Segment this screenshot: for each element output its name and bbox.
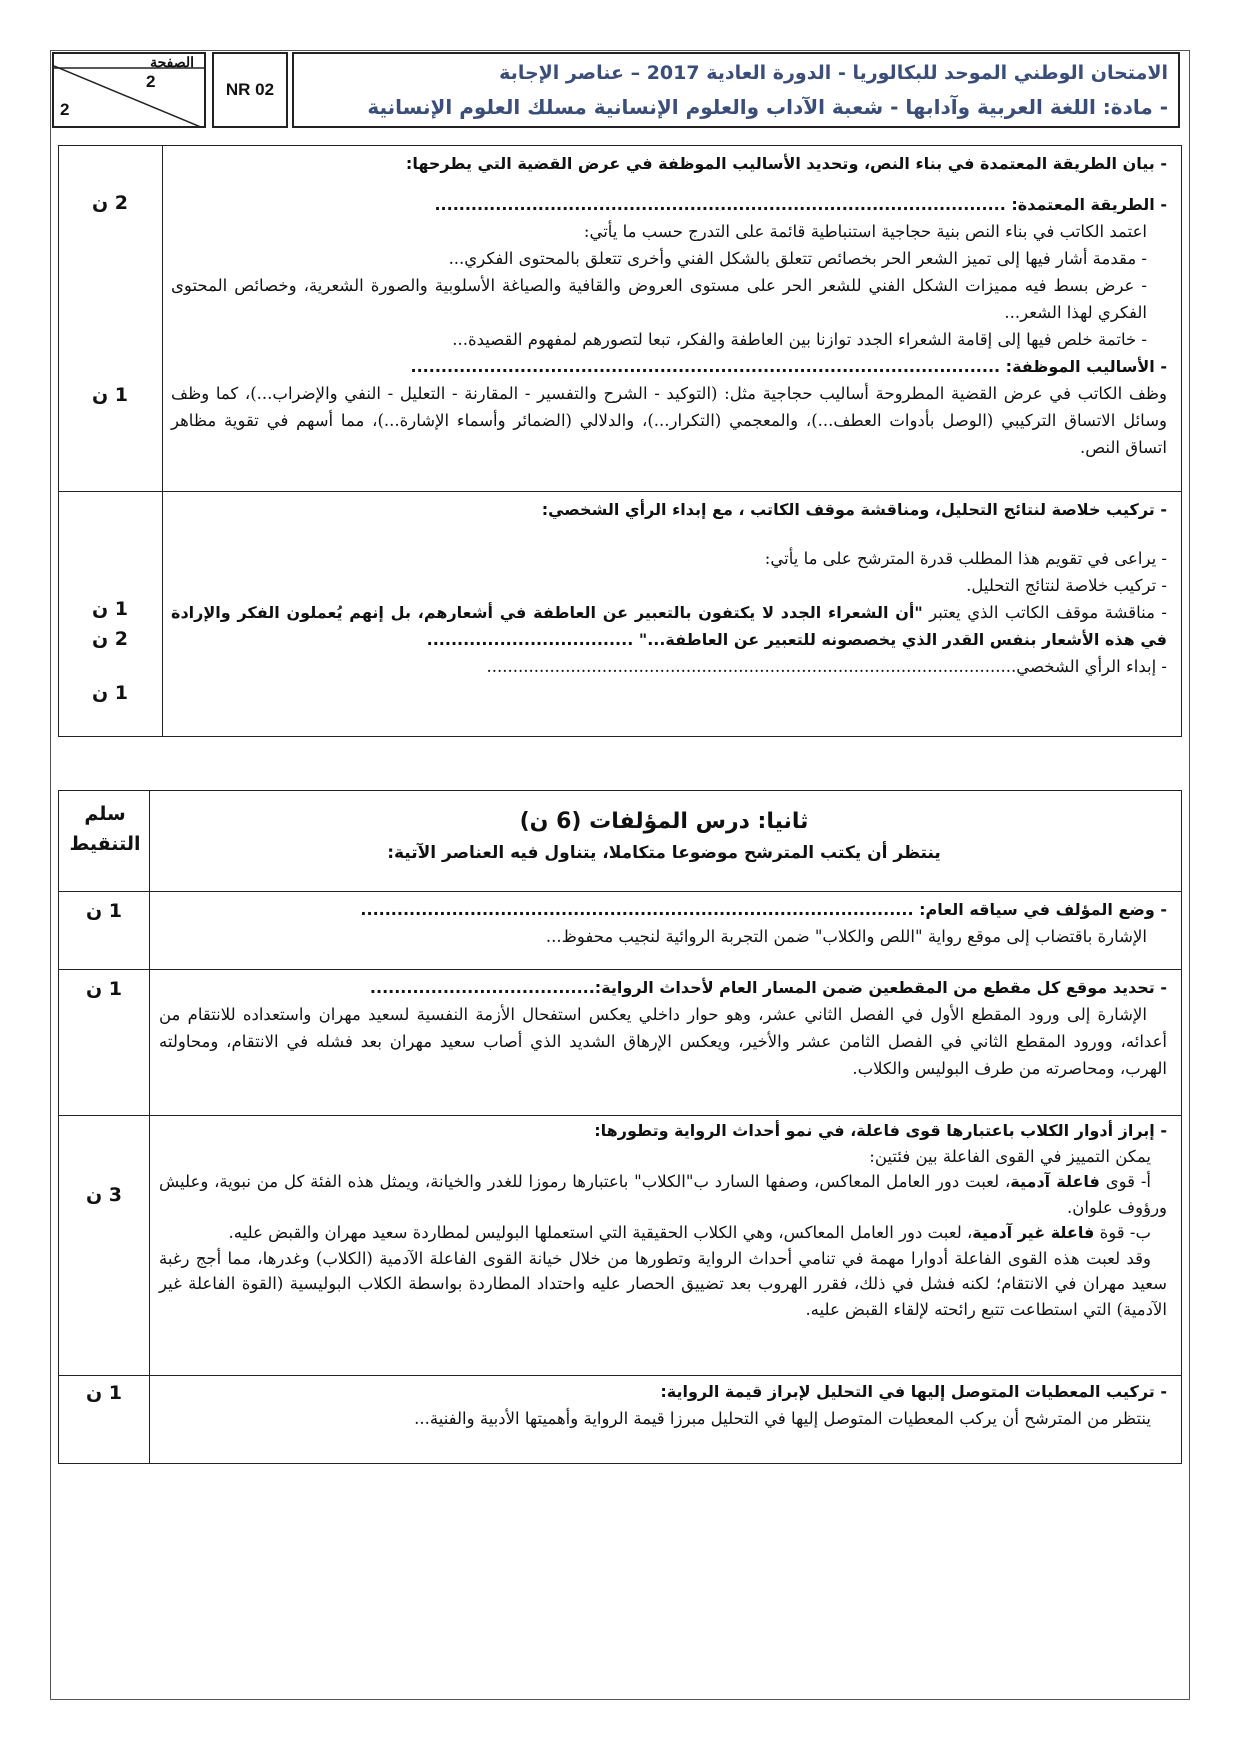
list-item: - مقدمة أشار فيها إلى تميز الشعر الحر بخصائص تتعلق بالشكل الفني وأخرى تتعلق بالمحتوى الفكري... — [448, 249, 1147, 268]
score: 1 ن — [85, 900, 123, 922]
part2-table — [58, 790, 1182, 1464]
list-item: - إبداء الرأي الشخصي..................................................................................................... — [486, 657, 1167, 676]
paragraph: الإشارة باقتضاب إلى موقع رواية "اللص والكلاب" ضمن التجربة الروائية لنجيب محفوظ... — [545, 927, 1147, 946]
paragraph: - يراعى في تقويم هذا المطلب قدرة المترشح على ما يأتي: — [764, 549, 1167, 568]
score: 1 ن — [91, 598, 129, 620]
part2-row-roles — [59, 1115, 1181, 1376]
paragraph: وقد لعبت هذه القوى الفاعلة أدوارا مهمة في تنامي أحداث الرواية وتطورها من خلال خيانة القوى الفاعلة الآدمية (الكلاب) وغدرها، مما أجج رغبة سعيد مهران في الانتقام؛ لكنه فشل في ذلك، فقرر الهروب بعد تضييق الحصار عليه واحتداد المطاردة بواسطة الكلاب البوليسية (القوة الفاعلة غير الآدمية) التي استطاعت تتبع رائحته لإلقاء القبض عليه. — [159, 1248, 1167, 1319]
list-item — [159, 1220, 1167, 1246]
page-total: 2 — [60, 100, 70, 119]
section-heading: - تركيب المعطيات المتوصل إليها في التحليل لإبراز قيمة الرواية: — [660, 1382, 1167, 1401]
part2-row3-content — [159, 1118, 1167, 1322]
part2-subtitle: ينتظر أن يكتب المترشح موضوعا متكاملا، يتناول فيه العناصر الآتية: — [387, 843, 941, 863]
part2-row4-content — [159, 1378, 1167, 1432]
part2-title-row — [59, 791, 1181, 891]
paragraph: اعتمد الكاتب في بناء النص بنية حجاجية استنباطية قائمة على التدرج حسب ما يأتي: — [583, 222, 1147, 241]
page-current: 2 — [146, 72, 156, 91]
keyword: فاعلة غير آدمية — [972, 1223, 1095, 1242]
score: 2 ن — [91, 628, 129, 650]
section-heading: - تحديد موقع كل مقطع من المقطعين ضمن المسار العام لأحداث الرواية:..................................... — [369, 978, 1167, 997]
list-item-prefix: - مناقشة موقف الكاتب الذي يعتبر — [922, 603, 1167, 622]
part2-row-value — [59, 1375, 1181, 1464]
scale-label: سلم التنقيط — [69, 803, 141, 855]
part2-row-position — [59, 969, 1181, 1116]
page-header — [52, 52, 1188, 128]
header-title-box — [292, 52, 1180, 128]
part2-row2-content — [159, 974, 1167, 1082]
exam-code: NR 02 — [212, 52, 288, 128]
list-prefix: أ- قوى — [1099, 1172, 1152, 1191]
section-heading: - بيان الطريقة المعتمدة في بناء النص، وتحديد الأساليب الموظفة في عرض القضية التي يطرحها: — [405, 154, 1167, 173]
part1-row-method — [59, 146, 1181, 491]
page-label: الصفحة — [150, 54, 194, 70]
part2-title: ثانيا: درس المؤلفات (6 ن) — [519, 809, 809, 834]
part2-row1-content — [159, 896, 1167, 950]
section-heading: - تركيب خلاصة لنتائج التحليل، ومناقشة موقف الكاتب ، مع إبداء الرأي الشخصي: — [541, 500, 1167, 519]
score: 1 ن — [91, 384, 129, 406]
part1-row-synthesis — [59, 491, 1181, 737]
keyword: فاعلة آدمية — [1010, 1172, 1100, 1191]
part1-table — [58, 145, 1182, 737]
section-heading: - وضع المؤلف في سياقه العام: ........................................................................................... — [360, 900, 1167, 919]
section-heading: - إبراز أدوار الكلاب باعتبارها قوى فاعلة، في نمو أحداث الرواية وتطورها: — [594, 1121, 1167, 1140]
author-quote: "أن الشعراء الجدد لا يكتفون بالتعبير عن العاطفة في أشعارهم، بل إنهم يُعملون الفكر والإرادة في هذه الأشعار بنفس القدر الذي يخصصونه للتعبير عن العاطفة..." .................................. — [171, 603, 1167, 649]
paragraph: يمكن التمييز في القوى الفاعلة بين فئتين: — [869, 1146, 1151, 1166]
paragraph: الإشارة إلى ورود المقطع الأول في الفصل الثاني عشر، وهو حوار داخلي يعكس استفحال الأزمة النفسية لسعيد مهران واستعداده للانتقام من أعدائه، وورود المقطع الثاني في الفصل الثامن عشر والأخير، ويعكس الإرهاق الشديد الذي أصاب سعيد مهران بعد فشله في الانتقام، ومحاولته الهرب، ومحاصرته من طرف البوليس والكلاب. — [159, 1005, 1167, 1078]
sub-heading: - الأساليب الموظفة: ................................................................................................. — [410, 357, 1167, 376]
list-item: - عرض بسط فيه مميزات الشكل الفني للشعر الحر على مستوى العروض والقافية والصياغة الأسلوبية والصورة الشعرية، وخصائص المحتوى الفكري لهذا الشعر... — [171, 276, 1147, 322]
score: 1 ن — [85, 978, 123, 1000]
list-text: ، لعبت دور العامل المعاكس، وهي الكلاب الحقيقية التي استعملها البوليس لمطاردة سعيد مهران والقبض عليه. — [228, 1223, 973, 1242]
score: 1 ن — [91, 682, 129, 704]
list-item — [171, 599, 1167, 653]
list-prefix: ب- قوة — [1094, 1223, 1151, 1242]
part2-row-context — [59, 891, 1181, 970]
score: 2 ن — [91, 192, 129, 214]
part1-row2-content — [171, 496, 1167, 680]
list-item — [159, 1169, 1167, 1220]
list-text: ، لعبت دور العامل المعاكس، وصفها السارد ب"الكلاب" باعتبارها رموزا للغدر والخيانة، ويمثل هذه الفئة كل من نبوية، وعليش ورؤوف علوان. — [159, 1172, 1167, 1217]
paragraph: ينتظر من المترشح أن يركب المعطيات المتوصل إليها في التحليل مبرزا قيمة الرواية وأهميتها الأدبية والفنية... — [414, 1409, 1151, 1428]
list-item: - تركيب خلاصة لنتائج التحليل. — [966, 576, 1167, 595]
paragraph: وظف الكاتب في عرض القضية المطروحة أساليب حجاجية مثل: (التوكيد - الشرح والتفسير - المقارنة - التعليل - النفي والإضراب...)، كما وظف وسائل الاتساق التركيبي (الوصل بأدوات العطف...)، والمعجمي (التكرار...)، والدلالي (الضمائر وأسماء الإشارة...)، مما أسهم في تقوية مظاهر اتساق النص. — [171, 384, 1167, 457]
list-item: - خاتمة خلص فيها إلى إقامة الشعراء الجدد توازنا بين العاطفة والفكر، تبعا لتصورهم لمفهوم القصيدة... — [452, 330, 1147, 349]
header-title-line2: - مادة: اللغة العربية وآدابها - شعبة الآداب والعلوم الإنسانية مسلك العلوم الإنسانية — [367, 95, 1168, 119]
part1-row1-content — [171, 150, 1167, 461]
sub-heading: - الطريقة المعتمدة: .............................................................................................. — [434, 195, 1167, 214]
score: 1 ن — [85, 1382, 123, 1404]
page-number-box — [52, 52, 206, 128]
score: 3 ن — [85, 1184, 123, 1206]
header-title-line1: الامتحان الوطني الموحد للبكالوريا - الدورة العادية 2017 – عناصر الإجابة — [499, 62, 1168, 84]
